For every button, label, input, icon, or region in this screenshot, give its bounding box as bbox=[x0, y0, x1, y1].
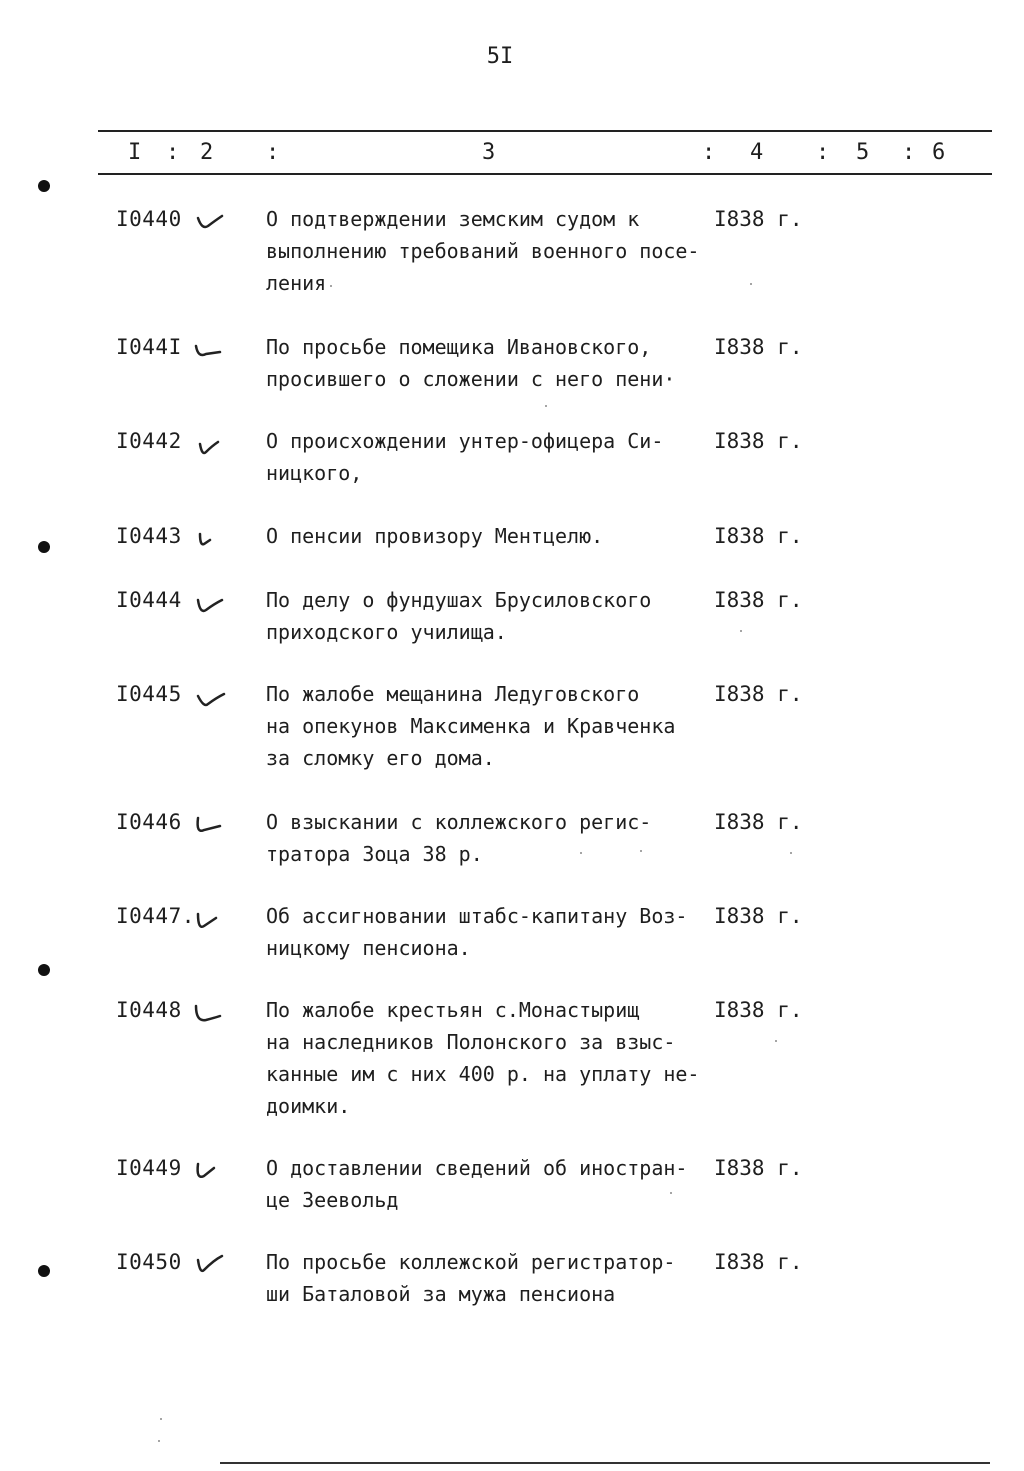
header-bottom-rule bbox=[98, 173, 992, 175]
entry-description bbox=[266, 1152, 687, 1216]
description-line: ницкого, bbox=[266, 461, 363, 485]
column-header-2: 2 bbox=[200, 140, 214, 165]
description-line: тратора Зоца 38 р. bbox=[266, 842, 483, 866]
column-header-5: 5 bbox=[856, 140, 870, 165]
scan-speck bbox=[750, 283, 752, 285]
entry-year: I838 г. bbox=[714, 682, 803, 706]
description-line: Об ассигновании штабс-капитану Воз- bbox=[266, 904, 688, 928]
description-line: на наследников Полонского за взыс- bbox=[266, 1030, 676, 1054]
checkmark-icon bbox=[192, 814, 226, 840]
footer-rule bbox=[220, 1462, 990, 1464]
entry-number: I0447. bbox=[116, 904, 195, 928]
column-separator: : bbox=[166, 140, 180, 165]
description-line: на опекунов Максименка и Кравченка bbox=[266, 714, 676, 738]
description-line: По просьбе помещика Ивановского, bbox=[266, 335, 652, 359]
description-line: приходского училища. bbox=[266, 620, 507, 644]
scan-speck bbox=[160, 1418, 162, 1420]
description-line: По жалобе крестьян с.Монастырищ bbox=[266, 998, 640, 1022]
column-separator: : bbox=[816, 140, 830, 165]
scan-speck bbox=[640, 850, 642, 852]
entry-description bbox=[266, 994, 699, 1122]
checkmark-icon bbox=[192, 1158, 226, 1184]
column-separator: : bbox=[702, 140, 716, 165]
column-header-6: 6 bbox=[932, 140, 946, 165]
entry-description bbox=[266, 584, 651, 648]
entry-year: I838 г. bbox=[714, 1156, 803, 1180]
entry-year: I838 г. bbox=[714, 524, 803, 548]
entry-year: I838 г. bbox=[714, 998, 803, 1022]
checkmark-icon bbox=[192, 908, 226, 934]
entry-number: I044I bbox=[116, 335, 182, 359]
column-header-1: I bbox=[128, 140, 142, 165]
description-line: за сломку его дома. bbox=[266, 746, 495, 770]
checkmark-icon bbox=[192, 434, 226, 460]
checkmark-icon bbox=[192, 1252, 226, 1278]
scan-speck bbox=[330, 285, 332, 287]
entry-year: I838 г. bbox=[714, 588, 803, 612]
checkmark-icon bbox=[192, 210, 226, 236]
description-line: ши Баталовой за мужа пенсиона bbox=[266, 1282, 616, 1306]
scan-speck bbox=[158, 1440, 160, 1442]
scan-speck bbox=[790, 852, 792, 854]
checkmark-icon bbox=[192, 526, 226, 552]
checkmark-icon bbox=[192, 1000, 226, 1026]
entry-number: I0445 bbox=[116, 682, 182, 706]
checkmark-icon bbox=[192, 688, 226, 714]
scan-speck bbox=[580, 852, 582, 854]
entry-description bbox=[266, 520, 603, 552]
header-top-rule bbox=[98, 130, 992, 132]
column-header-3: 3 bbox=[482, 140, 496, 165]
entry-description bbox=[266, 1246, 675, 1310]
checkmark-icon bbox=[192, 592, 226, 618]
entry-number: I0444 bbox=[116, 588, 182, 612]
description-line: ления bbox=[266, 271, 327, 295]
entry-year: I838 г. bbox=[714, 335, 803, 359]
entry-year: I838 г. bbox=[714, 810, 803, 834]
column-header-4: 4 bbox=[750, 140, 764, 165]
description-line: О пенсии провизору Ментцелю. bbox=[266, 524, 604, 548]
description-line: просившего о сложении с него пени· bbox=[266, 367, 676, 391]
entry-description bbox=[266, 331, 675, 395]
entry-number: I0448 bbox=[116, 998, 182, 1022]
description-line: По просьбе коллежской регистратор- bbox=[266, 1250, 676, 1274]
entry-year: I838 г. bbox=[714, 207, 803, 231]
scan-speck bbox=[775, 1040, 777, 1042]
scan-speck bbox=[740, 630, 742, 632]
entry-year: I838 г. bbox=[714, 429, 803, 453]
description-line: выполнению требований военного посе- bbox=[266, 239, 700, 263]
description-line: О подтверждении земским судом к bbox=[266, 207, 640, 231]
entry-description bbox=[266, 900, 687, 964]
entry-number: I0446 bbox=[116, 810, 182, 834]
entry-description bbox=[266, 806, 651, 870]
description-line: канные им с них 400 р. на уплату не- bbox=[266, 1062, 700, 1086]
entry-number: I0443 bbox=[116, 524, 182, 548]
punch-hole bbox=[38, 180, 50, 192]
page-number: 5I bbox=[486, 44, 514, 69]
entry-description bbox=[266, 425, 663, 489]
entry-number: I0450 bbox=[116, 1250, 182, 1274]
entry-number: I0442 bbox=[116, 429, 182, 453]
entry-description bbox=[266, 678, 675, 774]
punch-hole bbox=[38, 1265, 50, 1277]
entry-year: I838 г. bbox=[714, 1250, 803, 1274]
description-line: О происхождении унтер-офицера Си- bbox=[266, 429, 664, 453]
description-line: ницкому пенсиона. bbox=[266, 936, 471, 960]
description-line: доимки. bbox=[266, 1094, 351, 1118]
entry-number: I0440 bbox=[116, 207, 182, 231]
checkmark-icon bbox=[192, 336, 226, 362]
column-separator: : bbox=[266, 140, 280, 165]
column-separator: : bbox=[902, 140, 916, 165]
entry-year: I838 г. bbox=[714, 904, 803, 928]
scan-speck bbox=[670, 1192, 672, 1194]
scan-speck bbox=[545, 405, 547, 407]
description-line: По делу о фундушах Брусиловского bbox=[266, 588, 652, 612]
description-line: О доставлении сведений об иностран- bbox=[266, 1156, 688, 1180]
description-line: По жалобе мещанина Ледуговского bbox=[266, 682, 640, 706]
description-line: це Зеевольд bbox=[266, 1188, 399, 1212]
entry-number: I0449 bbox=[116, 1156, 182, 1180]
punch-hole bbox=[38, 541, 50, 553]
description-line: О взыскании с коллежского регис- bbox=[266, 810, 652, 834]
punch-hole bbox=[38, 964, 50, 976]
